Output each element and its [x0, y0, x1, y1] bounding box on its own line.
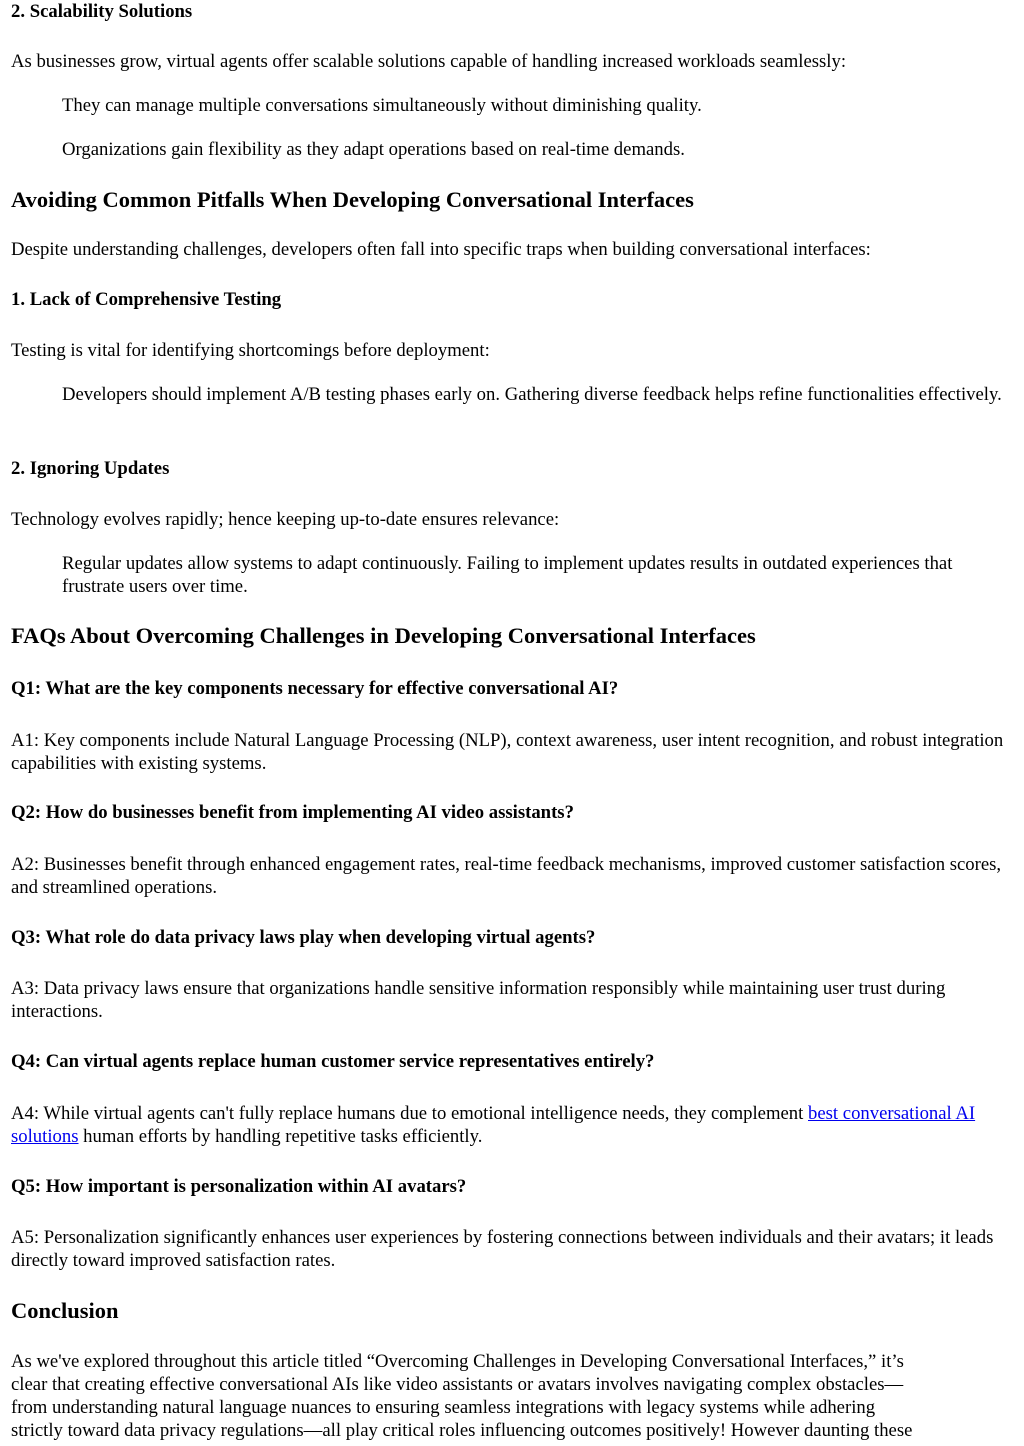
conclusion-line-3: from understanding natural language nuances to ensuring seamless integrations with legacy systems while adhering — [11, 1397, 876, 1418]
scalability-point-2: Organizations gain flexibility as they adapt operations based on real-time demands. — [62, 139, 685, 160]
conclusion-line-2: clear that creating effective conversational AIs like video assistants or avatars involves navigating complex obstacles— — [11, 1374, 904, 1395]
faq-question-1: Q1: What are the key components necessary for effective conversational AI? — [11, 678, 619, 699]
updates-heading: 2. Ignoring Updates — [11, 458, 170, 479]
faq-question-3: Q3: What role do data privacy laws play when developing virtual agents? — [11, 927, 596, 948]
faq-answer-3: A3: Data privacy laws ensure that organizations handle sensitive information responsibly while maintaining user trust during interactions. — [11, 978, 946, 1022]
faq-answer-2: A2: Businesses benefit through enhanced engagement rates, real-time feedback mechanisms, improved customer satisfaction scores, and streamlined operations. — [11, 854, 1002, 898]
faq-heading: FAQs About Overcoming Challenges in Developing Conversational Interfaces — [11, 623, 756, 648]
conclusion-paragraph — [11, 1350, 1015, 1442]
pitfalls-heading: Avoiding Common Pitfalls When Developing Conversational Interfaces — [11, 187, 694, 212]
testing-intro: Testing is vital for identifying shortcomings before deployment: — [11, 340, 490, 361]
conclusion-line-1: As we've explored throughout this article titled “Overcoming Challenges in Developing Conversational Interfaces,” it’s — [11, 1351, 904, 1372]
testing-heading: 1. Lack of Comprehensive Testing — [11, 289, 282, 310]
faq-answer-4-text-before: A4: While virtual agents can't fully replace humans due to emotional intelligence needs, they complement — [11, 1103, 808, 1124]
conclusion-heading: Conclusion — [11, 1298, 119, 1323]
scalability-heading: 2. Scalability Solutions — [11, 1, 193, 22]
scalability-intro: As businesses grow, virtual agents offer scalable solutions capable of handling increased workloads seamlessly: — [11, 51, 847, 72]
updates-intro: Technology evolves rapidly; hence keeping up-to-date ensures relevance: — [11, 509, 560, 530]
faq-answer-5: A5: Personalization significantly enhances user experiences by fostering connections between individuals and their avatars; it leads directly toward improved satisfaction rates. — [11, 1227, 994, 1271]
faq-question-2: Q2: How do businesses benefit from implementing AI video assistants? — [11, 802, 574, 823]
pitfalls-intro: Despite understanding challenges, developers often fall into specific traps when building conversational interfaces: — [11, 239, 871, 260]
conclusion-line-4: strictly toward data privacy regulations—all play critical roles influencing outcomes positively! However daunting these — [11, 1420, 913, 1441]
faq-answer-4-text-after: human efforts by handling repetitive tasks efficiently. — [78, 1126, 483, 1147]
faq-question-4: Q4: Can virtual agents replace human customer service representatives entirely? — [11, 1051, 655, 1072]
updates-point: Regular updates allow systems to adapt continuously. Failing to implement updates results in outdated experiences that frustrate users over time. — [62, 553, 953, 597]
scalability-point-1: They can manage multiple conversations simultaneously without diminishing quality. — [62, 95, 702, 116]
faq-answer-4 — [11, 1102, 1015, 1148]
best-conversational-ai-solutions-link[interactable]: best conversational AI solutions — [11, 1103, 976, 1147]
testing-point: Developers should implement A/B testing phases early on. Gathering diverse feedback helps refine functionalities effectively. — [62, 384, 1002, 405]
faq-answer-1: A1: Key components include Natural Language Processing (NLP), context awareness, user intent recognition, and robust integration capabilities with existing systems. — [11, 730, 1004, 774]
faq-question-5: Q5: How important is personalization within AI avatars? — [11, 1176, 467, 1197]
